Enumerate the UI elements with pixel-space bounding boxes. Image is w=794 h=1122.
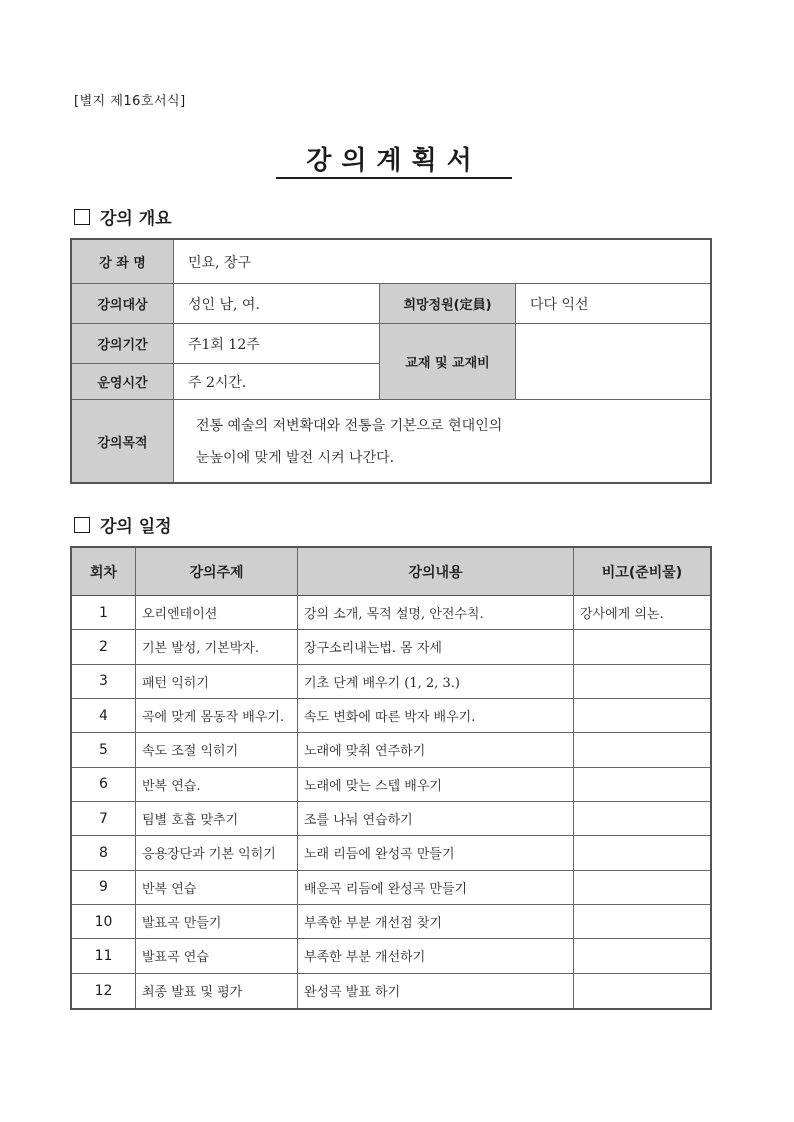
session-content-cell xyxy=(298,871,574,904)
session-number-cell xyxy=(72,733,136,766)
table-row xyxy=(72,768,710,802)
session-content-cell xyxy=(298,699,574,732)
session-content: 노래에 맞춰 연주하기 xyxy=(304,744,426,760)
title-underline xyxy=(276,177,512,179)
table-row xyxy=(72,699,710,733)
purpose-line-1: 전통 예술의 저변확대와 전통을 기본으로 현대인의 xyxy=(196,418,503,434)
overview-table xyxy=(70,238,712,484)
table-row xyxy=(72,802,710,836)
session-topic-cell xyxy=(136,802,298,835)
session-content-cell xyxy=(298,974,574,1008)
session-topic: 곡에 맞게 몸동작 배우기. xyxy=(142,710,285,726)
session-content-cell xyxy=(298,630,574,663)
period-text: 주1회 12주 xyxy=(188,336,260,353)
course-name-label: 강 좌 명 xyxy=(72,240,174,284)
session-number-cell xyxy=(72,939,136,972)
session-number: 3 xyxy=(99,673,108,690)
session-topic: 발표곡 만들기 xyxy=(142,916,222,932)
session-topic-cell xyxy=(136,768,298,801)
session-number: 7 xyxy=(99,810,108,827)
schedule-table xyxy=(70,546,712,1010)
target-text: 성인 남, 여. xyxy=(188,296,260,313)
session-content: 노래에 맞는 스텝 배우기 xyxy=(304,778,442,794)
session-note-cell xyxy=(574,974,710,1008)
capacity-label: 희망정원(定員) xyxy=(380,284,516,324)
session-content-cell xyxy=(298,836,574,869)
course-name-value xyxy=(174,240,710,284)
textbook-value xyxy=(516,324,710,400)
session-topic-cell xyxy=(136,974,298,1008)
session-number: 2 xyxy=(99,638,108,655)
period-value xyxy=(174,324,380,364)
session-topic: 패턴 익히기 xyxy=(142,675,209,691)
session-number-cell xyxy=(72,630,136,663)
header-note: 비고(준비물) xyxy=(574,548,710,596)
session-number-cell xyxy=(72,596,136,629)
session-content-cell xyxy=(298,802,574,835)
schedule-heading xyxy=(74,512,172,537)
session-content-cell xyxy=(298,665,574,698)
session-topic: 최종 발표 및 평가 xyxy=(142,985,243,1001)
purpose-value xyxy=(174,400,710,482)
table-row xyxy=(72,905,710,939)
session-number-cell xyxy=(72,871,136,904)
session-topic-cell xyxy=(136,871,298,904)
session-content-cell xyxy=(298,596,574,629)
session-number: 12 xyxy=(94,982,113,999)
textbook-label: 교재 및 교재비 xyxy=(380,324,516,400)
capacity-value xyxy=(516,284,710,324)
session-number: 8 xyxy=(99,844,108,861)
session-content: 노래 리듬에 완성곡 만들기 xyxy=(304,847,455,863)
session-content: 장구소리내는법. 몸 자세 xyxy=(304,641,442,657)
schedule-rows xyxy=(72,596,710,1008)
session-note-cell xyxy=(574,802,710,835)
session-topic-cell xyxy=(136,630,298,663)
session-content: 속도 변화에 따른 박자 배우기. xyxy=(304,710,476,726)
session-topic-cell xyxy=(136,836,298,869)
session-topic-cell xyxy=(136,596,298,629)
session-content-cell xyxy=(298,733,574,766)
page-title: 강의계획서 xyxy=(306,146,482,176)
session-content: 부족한 부분 개선점 찾기 xyxy=(304,916,442,932)
period-label: 강의기간 xyxy=(72,324,174,364)
session-content: 부족한 부분 개선하기 xyxy=(304,950,426,966)
session-number-cell xyxy=(72,836,136,869)
header-no: 회차 xyxy=(72,548,136,596)
session-note-cell xyxy=(574,905,710,938)
table-row xyxy=(72,836,710,870)
session-number: 9 xyxy=(99,879,108,896)
hours-label: 운영시간 xyxy=(72,364,174,400)
purpose-line-2: 눈높이에 맞게 발전 시켜 나간다. xyxy=(196,450,395,466)
session-note-cell xyxy=(574,665,710,698)
session-number: 6 xyxy=(99,776,108,793)
session-topic: 반복 연습 xyxy=(142,881,197,897)
target-label: 강의대상 xyxy=(72,284,174,324)
session-note-cell xyxy=(574,836,710,869)
form-code: [별지 제16호서식] xyxy=(74,94,186,109)
session-number-cell xyxy=(72,699,136,732)
table-row xyxy=(72,733,710,767)
hours-text: 주 2시간. xyxy=(188,374,247,391)
session-number-cell xyxy=(72,802,136,835)
purpose-label: 강의목적 xyxy=(72,400,174,482)
session-content-cell xyxy=(298,905,574,938)
session-note-cell xyxy=(574,699,710,732)
hours-value xyxy=(174,364,380,400)
session-topic: 속도 조절 익히기 xyxy=(142,744,239,760)
session-number: 5 xyxy=(99,741,108,758)
table-row xyxy=(72,871,710,905)
session-number: 4 xyxy=(99,707,108,724)
session-topic-cell xyxy=(136,905,298,938)
overview-heading xyxy=(74,204,172,229)
session-topic-cell xyxy=(136,699,298,732)
session-content-cell xyxy=(298,768,574,801)
session-topic: 응용장단과 기본 익히기 xyxy=(142,847,276,863)
session-content: 기초 단계 배우기 (1, 2, 3.) xyxy=(304,675,460,691)
session-topic: 반복 연습. xyxy=(142,778,201,794)
session-content: 강의 소개, 목적 설명, 안전수칙. xyxy=(304,607,484,623)
session-note-cell xyxy=(574,768,710,801)
session-note-cell xyxy=(574,596,710,629)
table-row xyxy=(72,596,710,630)
header-content: 강의내용 xyxy=(298,548,574,596)
table-row xyxy=(72,665,710,699)
course-name-text: 민요, 장구 xyxy=(188,254,251,271)
session-note-cell xyxy=(574,733,710,766)
session-number: 10 xyxy=(94,913,113,930)
session-number-cell xyxy=(72,974,136,1008)
session-content: 완성곡 발표 하기 xyxy=(304,985,401,1001)
session-note-cell xyxy=(574,630,710,663)
table-row xyxy=(72,630,710,664)
session-note: 강사에게 의논. xyxy=(580,607,664,623)
table-row xyxy=(72,939,710,973)
table-row xyxy=(72,974,710,1008)
session-topic: 팀별 호흡 맞추기 xyxy=(142,813,239,829)
session-number: 11 xyxy=(94,947,113,964)
checkbox-icon xyxy=(74,209,90,225)
session-number-cell xyxy=(72,665,136,698)
session-note-cell xyxy=(574,871,710,904)
session-topic-cell xyxy=(136,939,298,972)
session-number-cell xyxy=(72,768,136,801)
session-topic-cell xyxy=(136,665,298,698)
session-note-cell xyxy=(574,939,710,972)
target-value xyxy=(174,284,380,324)
session-content-cell xyxy=(298,939,574,972)
overview-heading-text: 강의 개요 xyxy=(100,209,172,229)
capacity-text: 다다 익선 xyxy=(530,296,589,313)
session-content: 조를 나눠 연습하기 xyxy=(304,813,413,829)
session-number-cell xyxy=(72,905,136,938)
session-topic-cell xyxy=(136,733,298,766)
session-content: 배운곡 리듬에 완성곡 만들기 xyxy=(304,881,468,897)
session-topic: 오리엔테이션 xyxy=(142,607,218,623)
session-topic: 발표곡 연습 xyxy=(142,950,209,966)
checkbox-icon xyxy=(74,517,90,533)
session-topic: 기본 발성, 기본박자. xyxy=(142,641,259,657)
header-topic: 강의주제 xyxy=(136,548,298,596)
schedule-heading-text: 강의 일정 xyxy=(100,517,172,537)
session-number: 1 xyxy=(99,604,108,621)
